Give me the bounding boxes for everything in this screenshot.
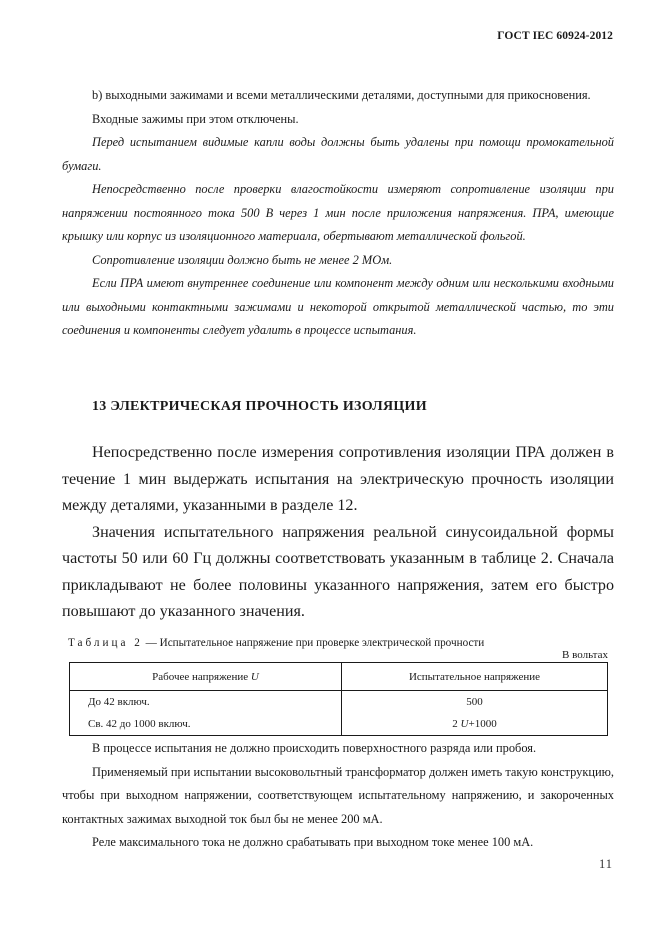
table-header-row — [70, 663, 608, 691]
bottom-text-block — [62, 737, 614, 855]
paragraph-min-resistance: Сопротивление изоляции должно быть не менее 2 МОм. — [92, 252, 393, 267]
section-heading: 13 ЭЛЕКТРИЧЕСКАЯ ПРОЧНОСТЬ ИЗОЛЯЦИИ — [92, 399, 427, 414]
paragraph-measure-resistance: Непосредственно после проверки влагостойкости измеряют сопротивление изоляции при напряжении постоянного тока 500 В через 1 мин после приложения напряжения. ПРА, имеющие крышку или корпус из изоляционного материала, обертывают металлической фольгой. — [62, 182, 614, 243]
page-number: 11 — [598, 857, 613, 871]
paragraph-test-voltage: Значения испытательного напряжения реальной синусоидальной формы частоты 50 или 60 Гц должны соответствовать указанным в таблице 2. Сначала прикладывают не более половины указанного напряжения, затем его быстро повышают до указанного значения. — [62, 523, 614, 620]
standard-header: ГОСТ IEC 60924-2012 — [497, 30, 613, 42]
paragraph-input-terminals: Входные зажимы при этом отключены. — [92, 111, 299, 126]
table-row — [70, 691, 608, 714]
table-cell-working-voltage: До 42 включ. — [70, 691, 342, 714]
paragraph-transformer: Применяемый при испытании высоковольтный трансформатор должен иметь такую конструкцию, чтобы при выходном напряжении, соответствующем испытательному напряжению, и закороченных контактных зажимах выходной ток был бы не менее 200 мА. — [62, 764, 614, 826]
test-voltage-table — [69, 662, 608, 736]
table-cell-working-voltage: Св. 42 до 1000 включ. — [70, 713, 342, 736]
table-cell-test-voltage: 500 — [342, 691, 608, 714]
table-caption — [68, 637, 608, 661]
table-units: В вольтах — [562, 649, 608, 661]
top-text-block — [62, 84, 614, 343]
table-title: — Испытательное напряжение при проверке электрической прочности — [142, 637, 485, 649]
paragraph-water-drops: Перед испытанием видимые капли воды должны быть удалены при помощи промокательной бумаги. — [62, 135, 614, 173]
paragraph-b-item: b) выходными зажимами и всеми металлическими деталями, доступными для прикосновения. — [92, 88, 591, 102]
column-header-working-voltage: Рабочее напряжение U — [70, 663, 342, 691]
table-label: Таблица 2 — [68, 637, 143, 649]
column-header-test-voltage: Испытательное напряжение — [342, 663, 608, 691]
paragraph-dielectric-test: Непосредственно после измерения сопротивления изоляции ПРА должен в течение 1 мин выдержать испытания на электрическую прочность изоляции между деталями, указанными в разделе 12. — [62, 444, 614, 514]
paragraph-overcurrent-relay: Реле максимального тока не должно срабатывать при выходном токе менее 100 мА. — [92, 835, 534, 849]
table-cell-test-voltage: 2 U+1000 — [342, 713, 608, 736]
section-body — [62, 440, 614, 626]
table-row — [70, 713, 608, 736]
paragraph-no-breakdown: В процессе испытания не должно происходить поверхностного разряда или пробоя. — [92, 741, 537, 755]
paragraph-internal-connection: Если ПРА имеют внутреннее соединение или компонент между одним или несколькими входными или выходными контактными зажимами и некоторой открытой металлической частью, то эти соединения и компоненты следует удалить в процессе испытания. — [62, 276, 614, 337]
